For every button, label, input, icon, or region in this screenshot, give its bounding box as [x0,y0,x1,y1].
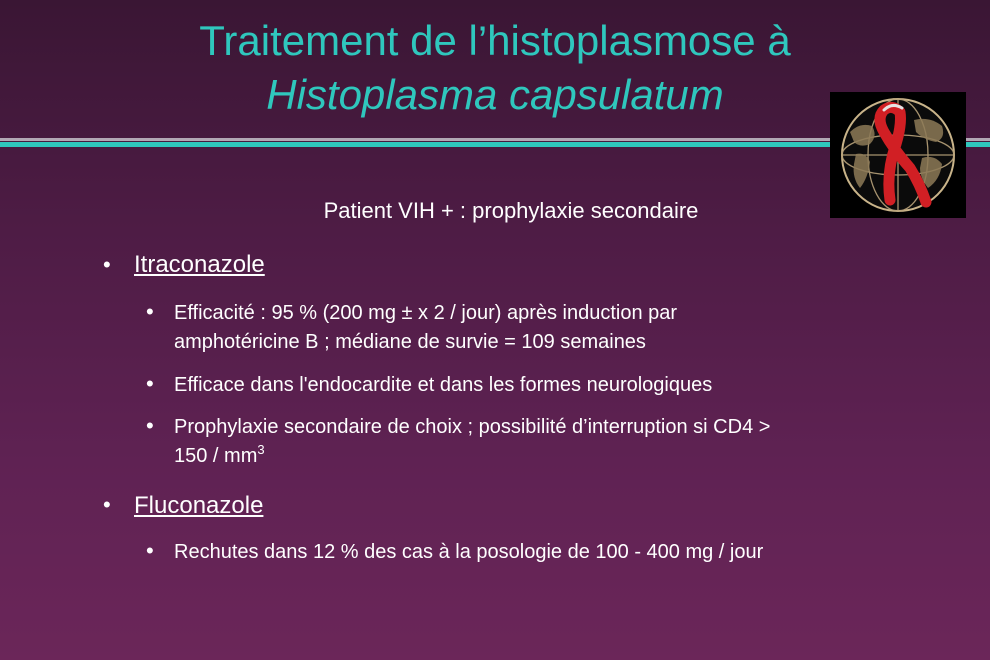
list-item-line: amphotéricine B ; médiane de survie = 109 semaines [174,331,646,353]
list-item [174,538,763,567]
list-item-line: Prophylaxie secondaire de choix ; possibilité d’interruption si CD4 > [174,416,771,438]
bullet-level2: • [146,413,154,438]
section-label-itraconazole: Itraconazole [134,251,265,278]
list-item [174,299,677,357]
bullet-level2: • [146,299,154,324]
list-item [174,413,770,471]
bullet-level2: • [146,538,154,563]
list-item-line: Efficacité : 95 % (200 mg ± x 2 / jour) après induction par [174,302,678,324]
list-item [174,371,712,400]
title-line-2: Histoplasma capsulatum [266,71,724,118]
section-label-fluconazole: Fluconazole [134,492,264,519]
title-line-1: Traitement de l’histoplasmose à [199,17,791,64]
list-item-text: 150 / mm [174,445,258,467]
list-item-line: Efficace dans l'endocardite et dans les formes neurologiques [174,374,713,396]
list-item-line [174,442,770,471]
superscript: 3 [257,442,265,457]
bullet-level1: • [103,492,111,517]
bullet-level2: • [146,371,154,396]
list-item-line: Rechutes dans 12 % des cas à la posologie de 100 - 400 mg / jour [174,541,764,563]
slide-subtitle: Patient VIH + : prophylaxie secondaire [323,198,699,223]
bullet-level1: • [103,252,111,277]
